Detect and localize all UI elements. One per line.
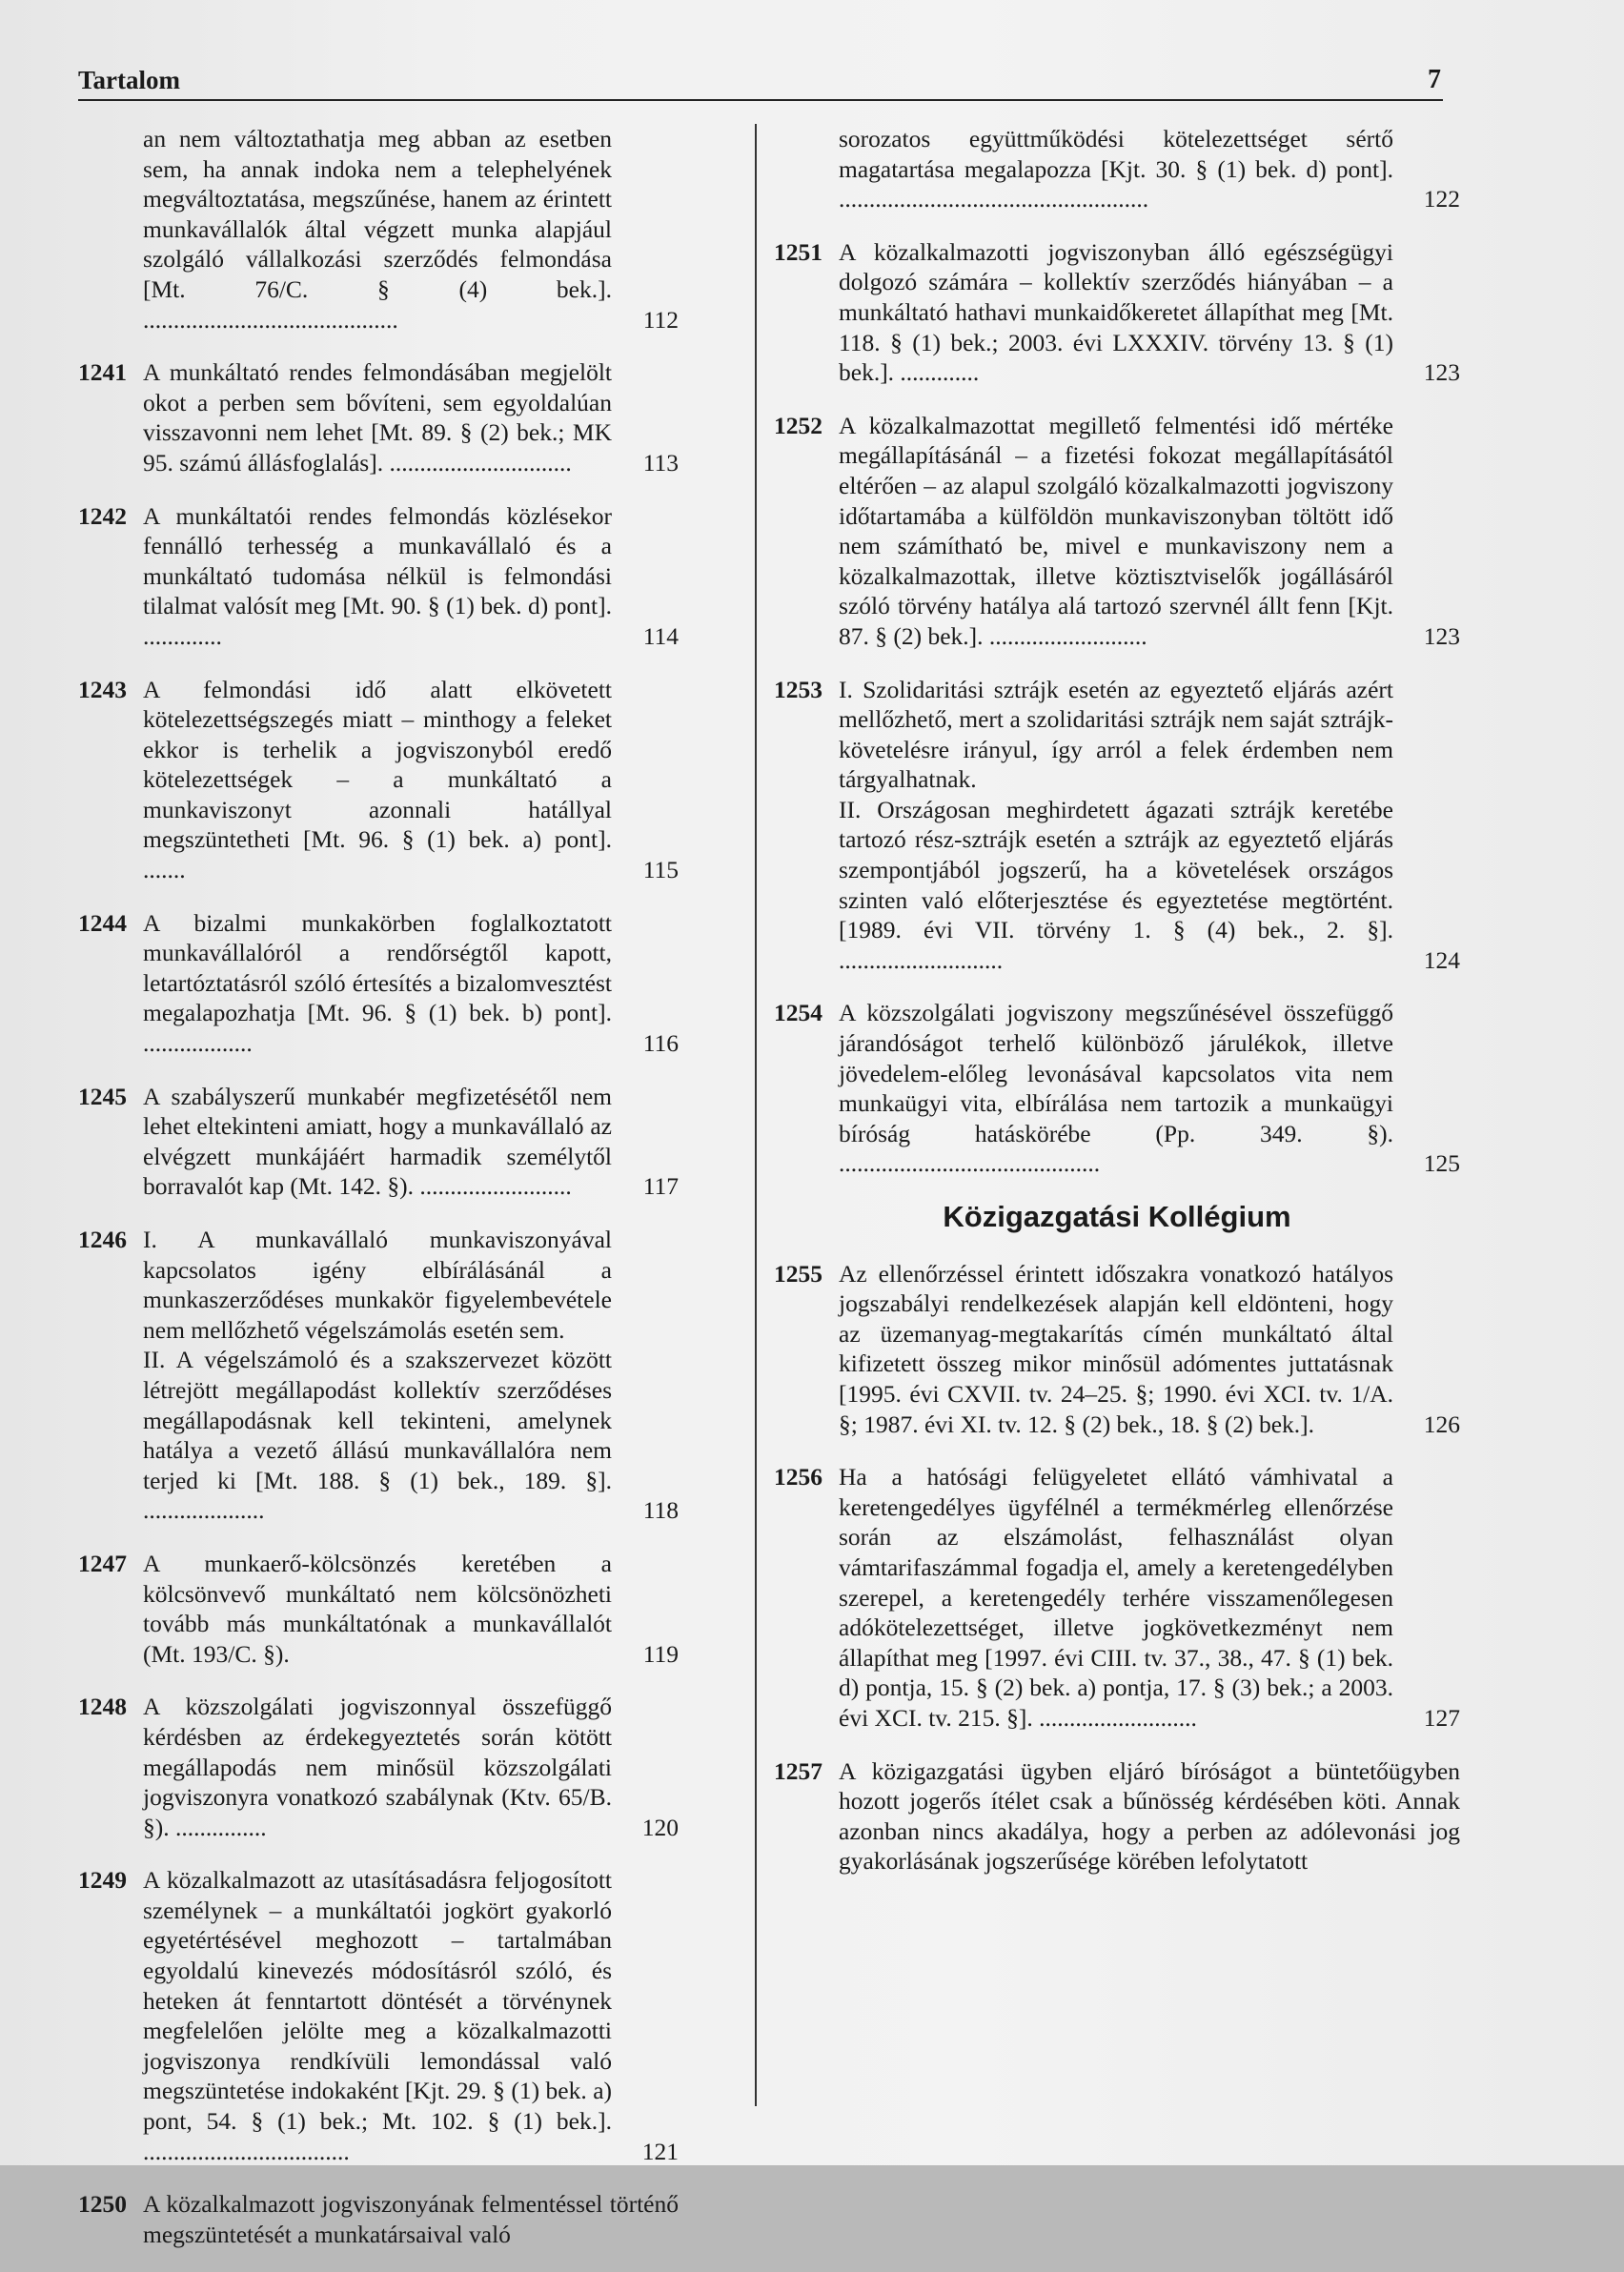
entry-number: 1243 xyxy=(78,675,127,703)
entry-number: 1246 xyxy=(78,1226,127,1253)
entry-text: A közalkalmazott jogviszonyának felmentéssel történő megszüntetését a munkatársaival való xyxy=(143,2190,679,2248)
entry-text: A felmondási idő alatt elkövetett kötelezettségszegés miatt – minthogy a feleket ekkor is terhelik a jogviszonyból eredő kötelezettségek – a munkáltató a munkaviszonyt azonnali hatállyal megszüntetheti [Mt. 96. § (1) bek. a) pont]. ....... xyxy=(143,675,612,884)
entry-text: A közalkalmazottat megillető felmentési idő mértéke megállapításánál – a fizetési fokozat megállapításától eltérően – az alapul szolgáló közalkalmazotti jogviszony időtartamába a külföldön munkaviszonyban töltött idő nem számítható be, mivel e munkaviszony nem a közalkalmazottak, illetve köztisztviselők jogállásáról szóló törvény hatálya alá tartozó szervnél állt fenn [Kjt. 87. § (2) bek.]. .......................... xyxy=(839,411,1393,650)
page-number: 7 xyxy=(1428,65,1441,94)
toc-entry xyxy=(774,1462,1460,1733)
toc-entry xyxy=(78,1865,679,2166)
entry-number: 1241 xyxy=(78,358,127,387)
entry-page-number: 114 xyxy=(642,621,679,650)
entry-page-number: 115 xyxy=(642,856,679,884)
toc-entry xyxy=(78,1082,679,1202)
entry-number: 1242 xyxy=(78,501,127,530)
toc-entry xyxy=(774,124,1460,214)
entry-page-number: 127 xyxy=(1423,1703,1460,1732)
entry-page-number: 125 xyxy=(1423,1149,1460,1178)
entry-text: A közigazgatási ügyben eljáró bíróságot a büntetőügyben hozott jogerős ítélet csak a bűnösség kérdésében köti. Annak azonban nincs akadálya, hogy a perben az adólevonási jog gyakorlásának jogszerűsége körében lefolytatott xyxy=(839,1756,1460,1876)
entry-text: A munkáltatói rendes felmondás közlésekor fennálló terhesség a munkavállaló és a munkáltató tudomása nélkül is felmondási tilalmat valósít meg [Mt. 90. § (1) bek. d) pont]. ............. xyxy=(143,501,612,650)
toc-entry xyxy=(78,124,679,335)
entry-number: 1244 xyxy=(78,908,127,937)
entry-text: sorozatos együttműködési kötelezettséget sértő magatartása megalapozza [Kjt. 30. § (1) bek. d) pont]. ................................................... xyxy=(839,125,1393,213)
right-column xyxy=(774,124,1460,1899)
toc-entry xyxy=(78,675,679,885)
entry-text: I. A munkavállaló munkaviszonyával kapcsolatos igény elbírálásánál a munkaszerződéses munkakör figyelembevétele nem mellőzhető végelszámolás esetén sem. xyxy=(143,1226,612,1344)
section-heading: Közigazgatási Kollégium xyxy=(943,1200,1291,1233)
toc-entry xyxy=(78,357,679,477)
entry-text: I. Szolidaritási sztrájk esetén az egyeztető eljárás azért mellőzhető, mert a szolidaritási sztrájk nem saját sztrájk-követelésre irányul, így arról a felek érdemben nem tárgyalhatnak. xyxy=(839,675,1393,794)
entry-text: A munkaerő-kölcsönzés keretében a kölcsönvevő munkáltató nem kölcsönözheti tovább más munkáltatónak a munkavállalót (Mt. 193/C. §). xyxy=(143,1549,612,1668)
entry-number: 1249 xyxy=(78,1866,127,1895)
column-divider xyxy=(755,124,757,2106)
entry-text: A munkáltató rendes felmondásában megjelölt okot a perben sem bővíteni, sem egyoldalúan visszavonni nem lehet [Mt. 89. § (2) bek.; MK 95. számú állásfoglalás]. .............................. xyxy=(143,358,612,477)
entry-text: A közalkalmazotti jogviszonyban álló egészségügyi dolgozó számára – kollektív szerződés hiányában – a munkáltató hathavi munkaidőkeretet állapíthat meg [Mt. 118. § (1) bek.; 2003. évi LXXXIV. törvény 13. § (1) bek.]. ............. xyxy=(839,237,1393,387)
entry-page-number: 120 xyxy=(641,1813,679,1841)
entry-text-part2: II. Országosan meghirdetett ágazati sztrájk keretébe tartozó rész-sztrájk esetén a sztrájk az egyeztető eljárás szempontjából jogszerű, ha a követelések országos szinten való előterjesztése és egyeztetése megtörtént. [1989. évi VII. törvény 1. § (4) bek., 2. §]. ........................... xyxy=(839,795,1393,974)
entry-page-number: 122 xyxy=(1423,185,1460,213)
toc-entry xyxy=(774,237,1460,388)
toc-entry xyxy=(78,1549,679,1669)
entry-page-number: 112 xyxy=(642,305,679,334)
entry-page-number: 126 xyxy=(1423,1410,1460,1438)
entry-number: 1248 xyxy=(78,1693,127,1721)
entry-page-number: 123 xyxy=(1423,621,1460,650)
toc-entry xyxy=(78,1225,679,1526)
toc-entry xyxy=(774,1756,1460,1876)
toc-entry xyxy=(78,501,679,652)
entry-page-number: 118 xyxy=(642,1496,679,1525)
entry-number: 1256 xyxy=(774,1463,822,1491)
entry-number: 1247 xyxy=(78,1549,127,1577)
entry-number: 1257 xyxy=(774,1756,822,1785)
entry-text-part2: II. A végelszámoló és a szakszervezet között létrejött megállapodást kollektív szerződéses megállapodásnak kell tekinteni, amelynek hatálya a vezető állású munkavállalóra nem terjed ki [Mt. 188. § (1) bek., 189. §]. .................... xyxy=(143,1346,612,1525)
entry-page-number: 113 xyxy=(642,448,679,477)
entry-page-number: 116 xyxy=(642,1029,679,1058)
entry-number: 1255 xyxy=(774,1259,822,1288)
toc-entry xyxy=(78,1692,679,1842)
entry-number: 1251 xyxy=(774,237,822,266)
entry-text: A közszolgálati jogviszonnyal összefüggő kérdésben az érdekegyeztetés során kötött megállapodás nem minősül közszolgálati jogviszonyra vonatkozó szabálynak (Ktv. 65/B. §). ............... xyxy=(143,1693,612,1841)
entry-text: Ha a hatósági felügyeletet ellátó vámhivatal a keretengedélyes ügyfélnél a termékmérleg ellenőrzése során az elszámolást, felhasználást olyan vámtarifaszámmal fogadja el, amely a keretengedélyben szerepel, a keretengedély terhére visszamenőlegesen adókötelezettséget, illetve jogkövetkezményt nem állapíthat meg [1997. évi CIII. tv. 37., 38., 47. § (1) bek. d) pontja, 15. § (2) bek. a) pontja, 17. § (3) bek.; a 2003. évi XCI. tv. 215. §]. .......................... xyxy=(839,1463,1393,1732)
entry-number: 1254 xyxy=(774,999,822,1027)
toc-entry xyxy=(774,411,1460,652)
section-title: Tartalom xyxy=(78,66,180,94)
toc-entry xyxy=(774,675,1460,976)
toc-entry xyxy=(774,998,1460,1179)
toc-entry xyxy=(774,1259,1460,1440)
entry-text: A bizalmi munkakörben foglalkoztatott munkavállalóról a rendőrségtől kapott, letartóztatásról szóló értesítés a bizalomvesztést megalapozhatja [Mt. 96. § (1) bek. b) pont]. .................. xyxy=(143,908,612,1058)
entry-text: A közszolgálati jogviszony megszűnésével összefüggő járandóságot terhelő különböző járulékok, illetve jövedelem-előleg levonásával kapcsolatos vita nem munkaügyi vita, elbírálása nem tartozik a munkaügyi bíróság hatáskörébe (Pp. 349. §). ........................................... xyxy=(839,999,1393,1178)
entry-text: A közalkalmazott az utasításadásra feljogosított személynek – a munkáltatói jogkört gyakorló egyetértésével meghozott – tartalmában egyoldalú kinevezés módosításról szóló, és heteken át fenntartott döntését a törvénynek megfelelően jelölte meg a közalkalmazotti jogviszonya rendkívüli lemondással való megszüntetése indokaként [Kjt. 29. § (1) bek. a) pont, 54. § (1) bek.; Mt. 102. § (1) bek.]. .................................. xyxy=(143,1866,612,2165)
entry-page-number: 117 xyxy=(642,1172,679,1201)
toc-entry xyxy=(78,2189,679,2249)
toc-entry xyxy=(78,908,679,1059)
entry-number: 1245 xyxy=(78,1082,127,1110)
entry-page-number: 123 xyxy=(1423,358,1460,387)
entry-number: 1250 xyxy=(78,2190,127,2219)
page-header xyxy=(78,55,1443,101)
entry-number: 1253 xyxy=(774,675,822,703)
entry-text: Az ellenőrzéssel érintett időszakra vonatkozó hatályos jogszabályi rendelkezések alapján kell eldönteni, hogy az üzemanyag-megtakarítás címén munkáltató által kifizetett összeg mikor minősül adómentes juttatásnak [1995. évi CXVII. tv. 24–25. §; 1990. évi XCI. tv. 1/A. §; 1987. évi XI. tv. 12. § (2) bek., 18. § (2) bek.]. xyxy=(839,1259,1393,1438)
entry-text: an nem változtathatja meg abban az esetben sem, ha annak indoka nem a telephelyének megváltoztatása, megszűnése, hanem az érintett munkavállalók által végzett munka alapjául szolgáló vállalkozási szerződés felmondása [Mt. 76/C. § (4) bek.]. .......................................... xyxy=(143,125,612,334)
entry-page-number: 124 xyxy=(1423,945,1460,974)
entry-text: A szabályszerű munkabér megfizetésétől nem lehet eltekinteni amiatt, hogy a munkavállaló az elvégzett munkájáért harmadik személytől borravalót kap (Mt. 142. §). ......................... xyxy=(143,1082,612,1201)
left-column xyxy=(78,124,679,2272)
entry-page-number: 121 xyxy=(641,2137,679,2165)
entry-page-number: 119 xyxy=(642,1639,679,1668)
entry-number: 1252 xyxy=(774,411,822,439)
